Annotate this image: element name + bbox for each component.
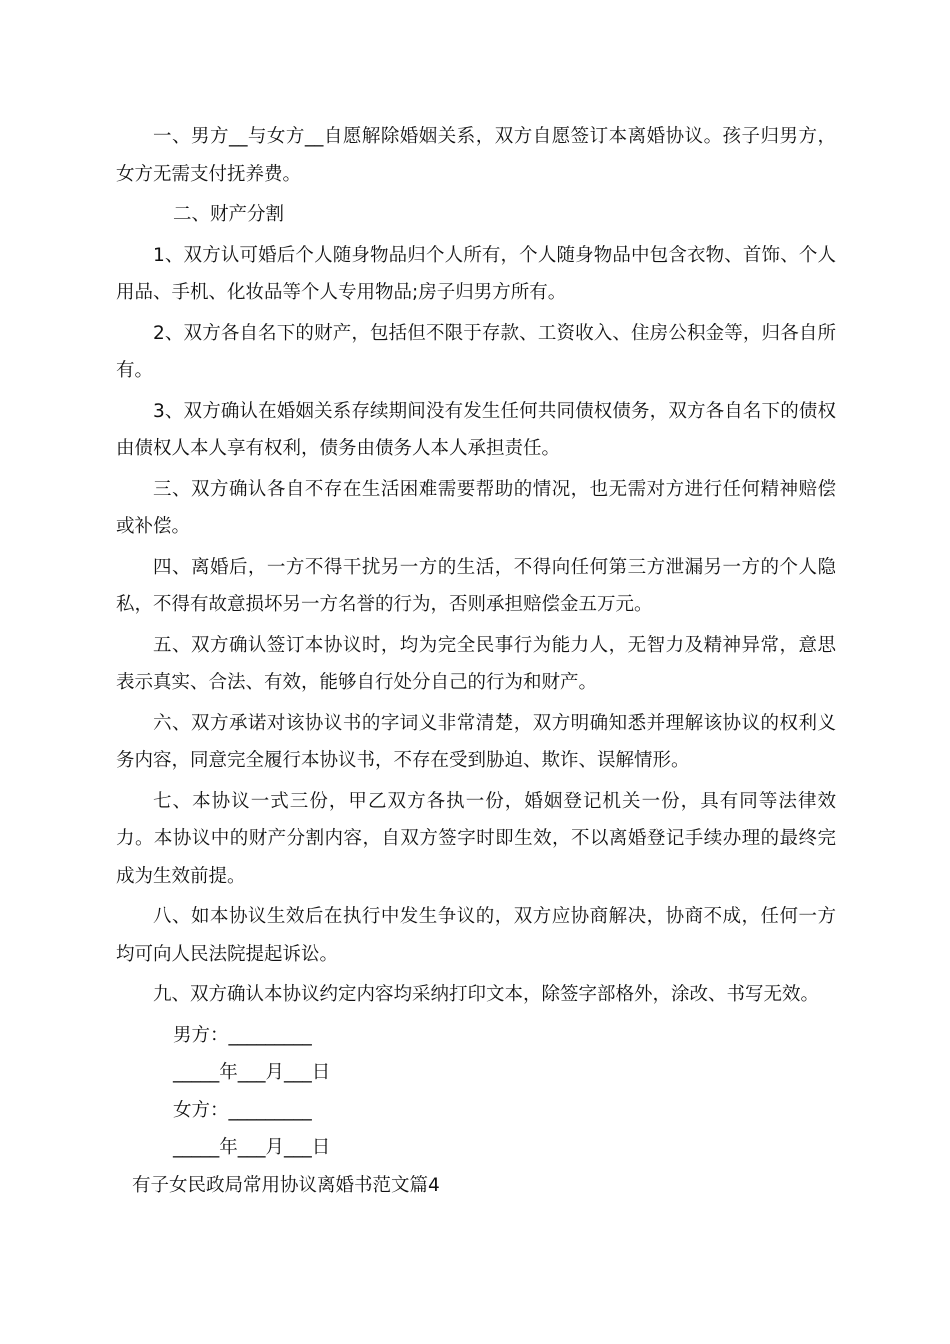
- next-article-title: 有子女民政局常用协议离婚书范文篇4: [132, 1174, 440, 1196]
- clause-6: 六、双方承诺对该协议书的字词义非常清楚，双方明确知悉并理解该协议的权利义务内容，同意完全履行本协议书，不存在受到胁迫、欺诈、误解情形。: [116, 712, 836, 771]
- clause-5: 五、双方确认签订本协议时，均为完全民事行为能力人，无智力及精神异常，意思表示真实、合法、有效，能够自行处分自己的行为和财产。: [116, 634, 836, 693]
- male-signature-line: 男方：_________: [173, 1024, 312, 1046]
- property-item-1: 1、双方认可婚后个人随身物品归个人所有，个人随身物品中包含衣物、首饰、个人用品、手机、化妆品等个人专用物品;房子归男方所有。: [116, 244, 836, 303]
- property-item-3: 3、双方确认在婚姻关系存续期间没有发生任何共同债权债务，双方各自名下的债权由债权人本人享有权利，债务由债务人本人承担责任。: [116, 400, 836, 459]
- property-item-2: 2、双方各自名下的财产，包括但不限于存款、工资收入、住房公积金等，归各自所有。: [116, 322, 836, 381]
- clause-7: 七、本协议一式三份，甲乙双方各执一份，婚姻登记机关一份，具有同等法律效力。本协议中的财产分割内容，自双方签字时即生效，不以离婚登记手续办理的最终完成为生效前提。: [116, 790, 836, 887]
- clause-8: 八、如本协议生效后在执行中发生争议的，双方应协商解决，协商不成，任何一方均可向人民法院提起诉讼。: [116, 906, 836, 965]
- clause-9: 九、双方确认本协议约定内容均采纳打印文本，除签字部格外，涂改、书写无效。: [153, 984, 820, 1005]
- male-date-line: _____年___月___日: [173, 1062, 331, 1083]
- female-date-line: _____年___月___日: [173, 1137, 331, 1158]
- clause-3: 三、双方确认各自不存在生活困难需要帮助的情况，也无需对方进行任何精神赔偿或补偿。: [116, 478, 836, 537]
- clause-4: 四、离婚后，一方不得干扰另一方的生活，不得向任何第三方泄漏另一方的个人隐私，不得有故意损坏另一方名誉的行为，否则承担赔偿金五万元。: [116, 556, 836, 615]
- clause-1: 一、男方__与女方__自愿解除婚姻关系，双方自愿签订本离婚协议。孩子归男方，女方无需支付抚养费。: [116, 126, 836, 185]
- document-body: [116, 118, 836, 1204]
- female-signature-line: 女方：_________: [173, 1099, 312, 1121]
- section-heading-property: 二、财产分割: [173, 204, 285, 225]
